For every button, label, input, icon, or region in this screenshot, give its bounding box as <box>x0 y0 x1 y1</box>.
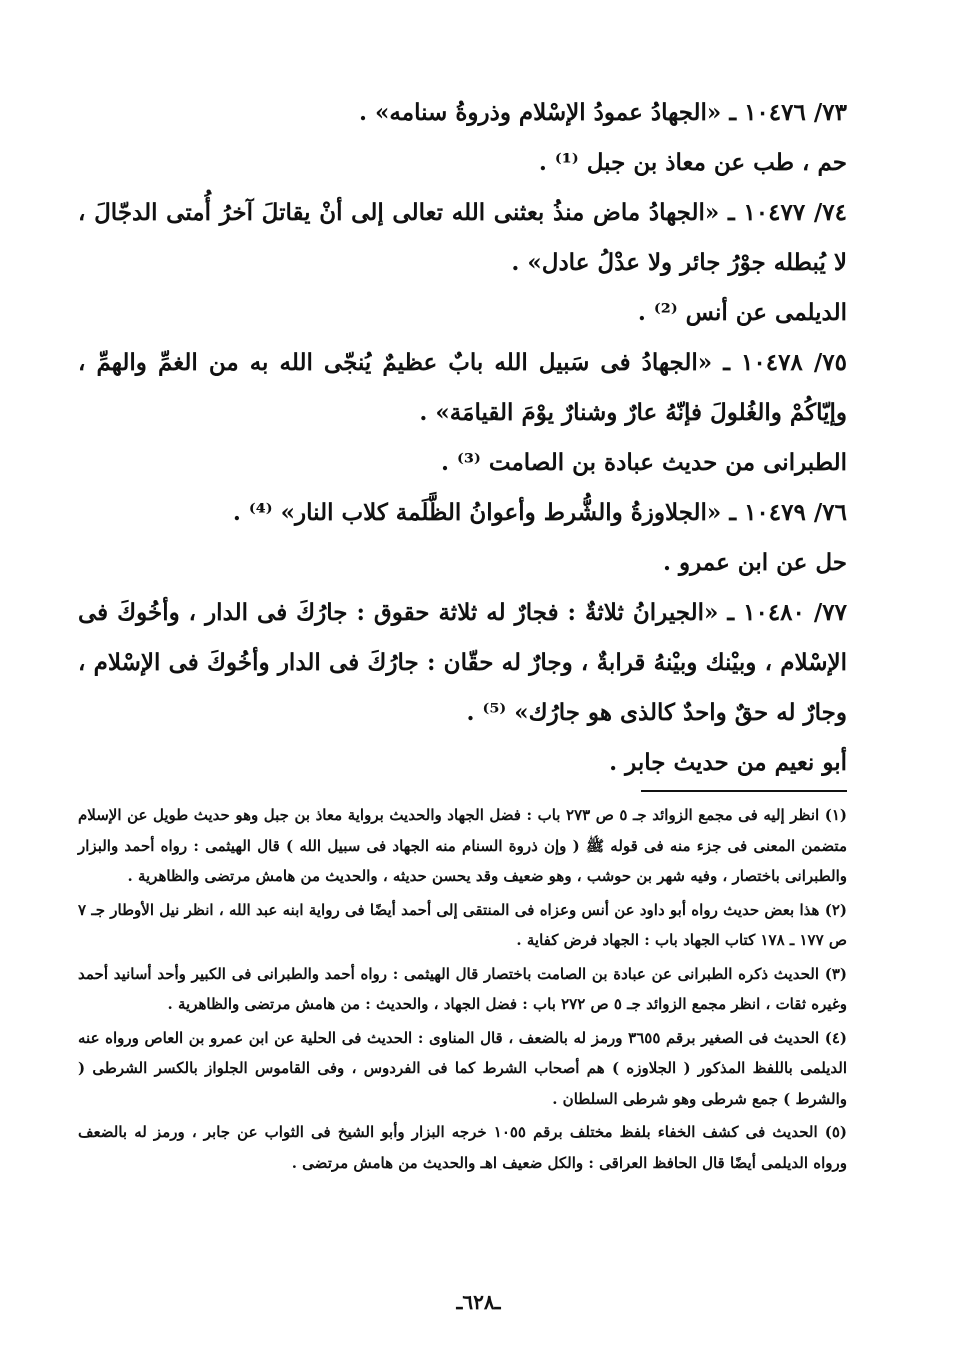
hadith-entry: ٧٦/ ١٠٤٧٩ ـ «الجلاوزةُ والشُّرط وأعوانُ الظَّلَمة كلاب النار» ⁽⁴⁾ . <box>232 499 847 526</box>
footnote: (٣) الحديث ذكره الطبرانى عن عبادة بن الصامت باختصار قال الهيثمى : رواه أحمد والطبرانى فى الكبير وأحد أسانيد أحمد وغيره ثقات ، انظر مجمع الزوائد جـ ٥ ص ٢٧٢ باب : فضل الجهاد ، والحديث : من هامش مرتضى والظاهرية . <box>78 964 847 1013</box>
hadith-entry: ٧٧/ ١٠٤٨٠ ـ «الجيرانُ ثلاثةٌ : فجارٌ له ثلاثة حقوق : جارُكَ فى الدار ، وأخُوكَ فى الإسْلام ، وبيْنك وبيْنهُ قرابةٌ ، وجارٌ له حقّان : جارُكَ فى الدار وأخُوكَ فى الإسْلام ، وجارٌ له حقٌ واحدٌ كالذى هو جارُك» ⁽⁵⁾ . <box>78 599 847 726</box>
hadith-source: حم ، طب عن معاذ بن جبل ⁽¹⁾ . <box>538 149 847 176</box>
hadith-entry: ٧٣/ ١٠٤٧٦ ـ «الجهادُ عمودُ الإسْلام وذروةُ سنامه» . <box>359 99 847 126</box>
hadith-source: أبو نعيم من حديث جابر . <box>609 749 847 776</box>
hadith-number: ٧٦/ ١٠٤٧٩ <box>744 499 847 526</box>
hadith-entry: ٧٤/ ١٠٤٧٧ ـ «الجهادُ ماض منذُ بعثنى الله تعالى إلى أنْ يقاتلَ آخرُ أُمتى الدجّالَ ، لا يُبطله جوْرُ جائر ولا عدْلُ عادل» . <box>78 199 847 276</box>
hadith-source: الديلمى عن أنس ⁽²⁾ . <box>637 299 847 326</box>
footnote: (٢) هذا بعض حديث رواه أبو داود عن أنس وعزاه فى المنتقى إلى أحمد أيضًا فى رواية ابنه عبد الله ، انظر نيل الأوطار جـ ٧ ص ١٧٧ ـ ١٧٨ كتاب الجهاد باب : الجهاد فرض كفاية . <box>78 900 847 949</box>
footnote-divider <box>641 790 847 792</box>
hadith-number: ٧٤/ ١٠٤٧٧ <box>743 199 847 226</box>
hadith-text: «الجيرانُ ثلاثةٌ : فجارٌ له ثلاثة حقوق : جارُكَ فى الدار ، وأخُوكَ فى الإسْلام ، وبيْنك وبيْنهُ قرابةٌ ، وجارٌ له حقّان : جارُكَ فى الدار وأخُوكَ فى الإسْلام ، وجارٌ له حقٌ واحدٌ كالذى هو جارُك» ⁽⁵⁾ . <box>78 599 847 726</box>
footnote: (٤) الحديث فى الصغير برقم ٣٦٥٥ ورمز له بالضعف ، قال المناوى : الحديث فى الحلية عن ابن عمرو بن العاص ورواه عنه الديلمى باللفظ المذكور ( الجلاوزه ) هم أصحاب الشرط كما فى الفردوس ، وفى القاموس الجلواز بالكسر الشرطى ( والشرط ) جمع شرطى وهو شرطى السلطان . <box>78 1028 848 1108</box>
hadith-number: ٧٣/ ١٠٤٧٦ <box>744 99 847 126</box>
hadith-text: «الجهادُ فى سَبيل الله بابٌ عظيمٌ يُنجّى الله به من الغمِّ والهمِّ ، وإيّاكُمْ والغُلولَ فإنّهُ عارٌ وشنارٌ يوْمَ القيامَة» . <box>78 349 847 426</box>
page-number: ـ٦٢٨ـ <box>456 1290 501 1314</box>
footnote: (١) انظر إليه فى مجمع الزوائد جـ ٥ ص ٢٧٣ باب : فضل الجهاد والحديث برواية معاذ بن جبل وهو حديث طويل عن الإسلام متضمن المعنى فى جزء منه فى قوله ﷺ ( وإن ذروة السنام منه الجهاد فى سبيل الله ) قال الهيثمى : رواه أحمد والبزار والطبرانى باختصار ، وفيه شهر بن حوشب ، وهو ضعيف وقد يحسن حديثه ، والحديث من هامش مرتضى والظاهرية . <box>78 806 847 885</box>
hadith-text: «الجهادُ عمودُ الإسْلام وذروةُ سنامه» . <box>359 99 722 126</box>
hadith-text: «الجهادُ ماض منذُ بعثنى الله تعالى إلى أنْ يقاتلَ آخرُ أُمتى الدجّالَ ، لا يُبطله جوْرُ جائر ولا عدْلُ عادل» . <box>78 199 847 276</box>
hadith-entry: ٧٥/ ١٠٤٧٨ ـ «الجهادُ فى سَبيل الله بابٌ عظيمٌ يُنجّى الله به من الغمِّ والهمِّ ، وإيّاكُمْ والغُلولَ فإنّهُ عارٌ وشنارٌ يوْمَ القيامَة» . <box>78 349 847 426</box>
footnote: (٥) الحديث فى كشف الخفاء بلفظ مختلف برقم ١٠٥٥ خرجه البزار وأبو الشيخ فى الثواب عن جابر ، ورمز له بالضعف ورواه الديلمى أيضًا قال الحافظ العراقى : والكل ضعيف اهـ والحديث من هامش مرتضى . <box>78 1123 847 1172</box>
hadith-source: الطبرانى من حديث عبادة بن الصامت ⁽³⁾ . <box>441 449 847 476</box>
hadith-number: ٧٥/ ١٠٤٧٨ <box>741 349 847 376</box>
hadith-number: ٧٧/ ١٠٤٨٠ <box>743 599 847 626</box>
hadith-source: حل عن ابن عمرو . <box>662 549 847 576</box>
hadith-body <box>78 88 847 788</box>
hadith-text: «الجلاوزةُ والشُّرط وأعوانُ الظَّلَمة كلاب النار» ⁽⁴⁾ . <box>232 499 722 526</box>
footnotes <box>78 800 847 1181</box>
